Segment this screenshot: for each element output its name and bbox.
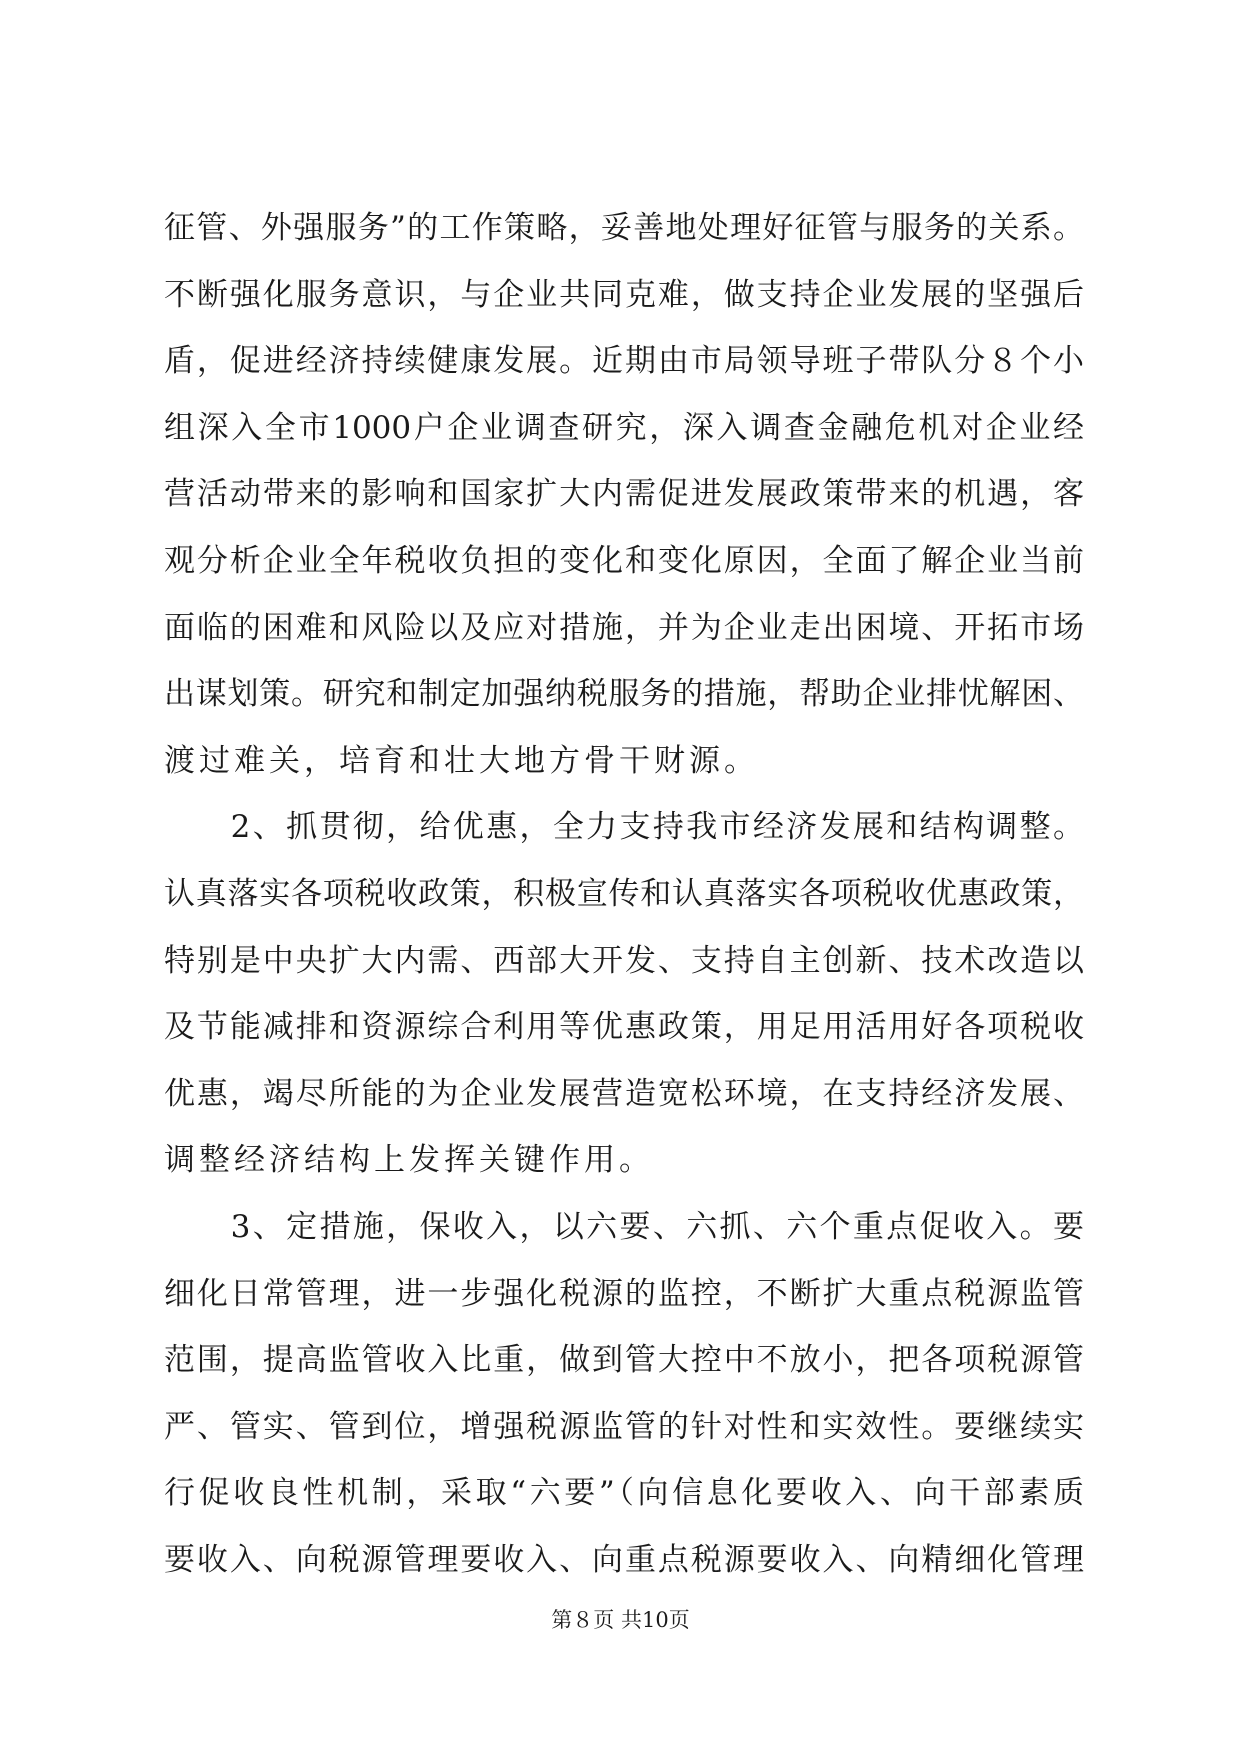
text-line: 特别是中央扩大内需、西部大开发、支持自主创新、技术改造以	[164, 942, 1084, 979]
text-line: 3、定措施，保收入，以六要、六抓、六个重点促收入。要	[164, 1208, 1084, 1245]
text-line: 要收入、向税源管理要收入、向重点税源要收入、向精细化管理	[164, 1541, 1084, 1578]
text-line: 调整经济结构上发挥关键作用。	[164, 1142, 654, 1179]
text-line: 细化日常管理，进一步强化税源的监控，不断扩大重点税源监管	[164, 1275, 1084, 1312]
text-line: 认真落实各项税收政策，积极宣传和认真落实各项税收优惠政策，	[164, 875, 1084, 912]
text-line: 征管、外强服务”的工作策略，妥善地处理好征管与服务的关系。	[164, 210, 1084, 246]
text-line: 组深入全市1000户企业调查研究，深入调查金融危机对企业经	[164, 409, 1084, 446]
text-line: 行促收良性机制，采取“六要”（向信息化要收入、向干部素质	[164, 1475, 1084, 1512]
text-line: 营活动带来的影响和国家扩大内需促进发展政策带来的机遇，客	[164, 476, 1084, 513]
text-line: 观分析企业全年税收负担的变化和变化原因，全面了解企业当前	[164, 542, 1084, 579]
text-line: 2、抓贯彻，给优惠，全力支持我市经济发展和结构调整。	[164, 809, 1084, 846]
text-line: 不断强化服务意识，与企业共同克难，做支持企业发展的坚强后	[164, 276, 1084, 313]
text-line: 严、管实、管到位，增强税源监管的针对性和实效性。要继续实	[164, 1408, 1084, 1445]
text-line: 出谋划策。研究和制定加强纳税服务的措施，帮助企业排忧解困、	[164, 676, 1084, 713]
document-body	[164, 195, 1084, 1593]
text-line: 及节能减排和资源综合利用等优惠政策，用足用活用好各项税收	[164, 1009, 1084, 1046]
text-line: 渡过难关，培育和壮大地方骨干财源。	[164, 742, 759, 779]
text-line: 盾，促进经济持续健康发展。近期由市局领导班子带队分８个小	[164, 343, 1084, 380]
page-number-footer: 第８页 共10页	[551, 1608, 690, 1632]
text-line: 面临的困难和风险以及应对措施，并为企业走出困境、开拓市场	[164, 609, 1084, 646]
text-line: 优惠，竭尽所能的为企业发展营造宽松环境，在支持经济发展、	[164, 1075, 1084, 1112]
text-line: 范围，提高监管收入比重，做到管大控中不放小，把各项税源管	[164, 1342, 1084, 1379]
